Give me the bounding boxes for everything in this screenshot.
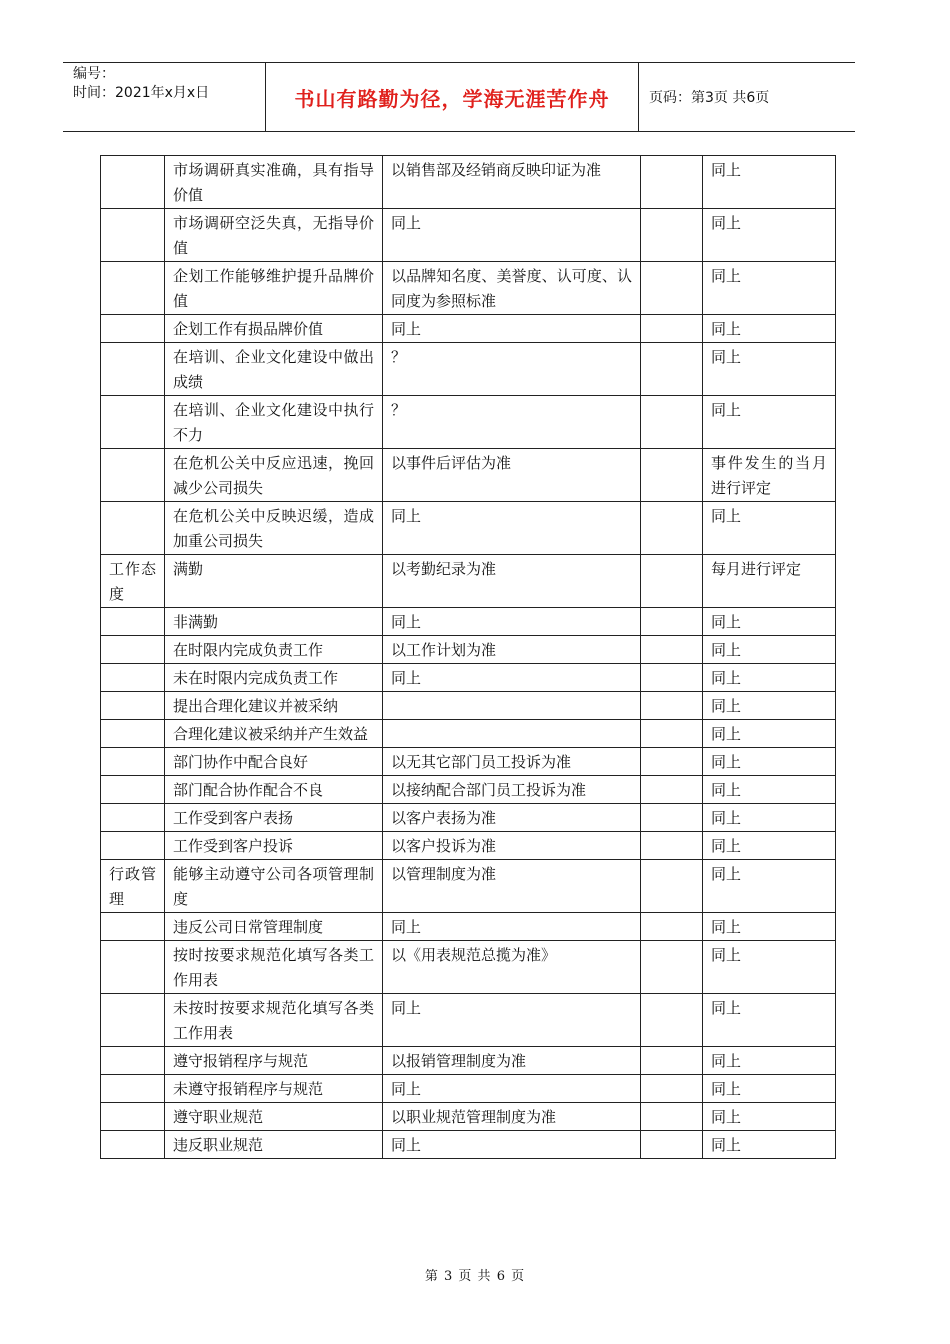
- table-row: [101, 1103, 836, 1131]
- table-row: [101, 262, 836, 315]
- basis-cell: 以考勤纪录为准: [383, 555, 641, 608]
- table-row: [101, 156, 836, 209]
- note-cell: 同上: [703, 608, 836, 636]
- basis-cell: ？: [383, 343, 641, 396]
- note-cell: 同上: [703, 315, 836, 343]
- item-cell: 未在时限内完成负责工作: [165, 664, 383, 692]
- note-cell: 同上: [703, 860, 836, 913]
- basis-cell: 同上: [383, 913, 641, 941]
- note-cell: 每月进行评定: [703, 555, 836, 608]
- score-cell: [641, 1047, 703, 1075]
- note-cell: 同上: [703, 804, 836, 832]
- category-cell: [101, 156, 165, 209]
- item-cell: 在培训、企业文化建设中执行不力: [165, 396, 383, 449]
- item-cell: 在危机公关中反应迅速，挽回减少公司损失: [165, 449, 383, 502]
- assessment-table: [100, 155, 836, 1159]
- table-row: [101, 636, 836, 664]
- basis-cell: 以销售部及经销商反映印证为准: [383, 156, 641, 209]
- item-cell: 市场调研真实准确，具有指导价值: [165, 156, 383, 209]
- category-cell: [101, 1131, 165, 1159]
- category-cell: [101, 262, 165, 315]
- item-cell: 在时限内完成负责工作: [165, 636, 383, 664]
- basis-cell: 同上: [383, 315, 641, 343]
- category-cell: [101, 994, 165, 1047]
- score-cell: [641, 913, 703, 941]
- note-cell: 同上: [703, 776, 836, 804]
- score-cell: [641, 449, 703, 502]
- note-cell: 同上: [703, 913, 836, 941]
- table-row: [101, 1131, 836, 1159]
- document-number: 编号：: [73, 66, 115, 82]
- category-cell: [101, 343, 165, 396]
- basis-cell: 以接纳配合部门员工投诉为准: [383, 776, 641, 804]
- score-cell: [641, 502, 703, 555]
- category-cell: [101, 720, 165, 748]
- category-cell: [101, 664, 165, 692]
- category-cell: [101, 636, 165, 664]
- basis-cell: 同上: [383, 209, 641, 262]
- note-cell: 同上: [703, 1075, 836, 1103]
- basis-cell: 同上: [383, 994, 641, 1047]
- table-row: [101, 1047, 836, 1075]
- category-cell: [101, 502, 165, 555]
- note-cell: 同上: [703, 941, 836, 994]
- category-cell: 工作态度: [101, 555, 165, 608]
- score-cell: [641, 343, 703, 396]
- note-cell: 同上: [703, 343, 836, 396]
- category-cell: [101, 941, 165, 994]
- note-cell: 同上: [703, 1103, 836, 1131]
- category-cell: [101, 396, 165, 449]
- category-cell: [101, 608, 165, 636]
- score-cell: [641, 994, 703, 1047]
- item-cell: 提出合理化建议并被采纳: [165, 692, 383, 720]
- note-cell: 同上: [703, 748, 836, 776]
- category-cell: 行政管理: [101, 860, 165, 913]
- item-cell: 违反公司日常管理制度: [165, 913, 383, 941]
- score-cell: [641, 262, 703, 315]
- note-cell: 同上: [703, 664, 836, 692]
- header-motto: 书山有路勤为径，学海无涯苦作舟: [294, 86, 610, 111]
- table-row: [101, 860, 836, 913]
- header-page-info: 页码：第3页 共6页: [649, 90, 770, 106]
- score-cell: [641, 720, 703, 748]
- basis-cell: 以客户表扬为准: [383, 804, 641, 832]
- basis-cell: 以工作计划为准: [383, 636, 641, 664]
- item-cell: 在危机公关中反映迟缓，造成加重公司损失: [165, 502, 383, 555]
- basis-cell: 同上: [383, 1075, 641, 1103]
- item-cell: 非满勤: [165, 608, 383, 636]
- score-cell: [641, 608, 703, 636]
- document-time: 时间：2021年x月x日: [73, 85, 210, 101]
- score-cell: [641, 692, 703, 720]
- category-cell: [101, 315, 165, 343]
- basis-cell: 以《用表规范总揽为准》: [383, 941, 641, 994]
- basis-cell: 同上: [383, 608, 641, 636]
- basis-cell: [383, 692, 641, 720]
- score-cell: [641, 1075, 703, 1103]
- item-cell: 部门配合协作配合不良: [165, 776, 383, 804]
- item-cell: 违反职业规范: [165, 1131, 383, 1159]
- note-cell: 同上: [703, 156, 836, 209]
- table-row: [101, 396, 836, 449]
- item-cell: 市场调研空泛失真，无指导价值: [165, 209, 383, 262]
- score-cell: [641, 941, 703, 994]
- note-cell: 同上: [703, 262, 836, 315]
- score-cell: [641, 832, 703, 860]
- page-footer: 第 3 页 共 6 页: [424, 1269, 526, 1284]
- note-cell: 事件发生的当月进行评定: [703, 449, 836, 502]
- basis-cell: 同上: [383, 502, 641, 555]
- category-cell: [101, 1103, 165, 1131]
- assessment-table-body: [101, 156, 836, 1159]
- basis-cell: 同上: [383, 664, 641, 692]
- score-cell: [641, 1103, 703, 1131]
- note-cell: 同上: [703, 502, 836, 555]
- header-page-cell: [639, 63, 855, 131]
- note-cell: 同上: [703, 692, 836, 720]
- table-row: [101, 449, 836, 502]
- basis-cell: 以品牌知名度、美誉度、认可度、认同度为参照标准: [383, 262, 641, 315]
- item-cell: 未按时按要求规范化填写各类工作用表: [165, 994, 383, 1047]
- item-cell: 遵守报销程序与规范: [165, 1047, 383, 1075]
- item-cell: 满勤: [165, 555, 383, 608]
- category-cell: [101, 748, 165, 776]
- table-row: [101, 692, 836, 720]
- category-cell: [101, 776, 165, 804]
- basis-cell: [383, 720, 641, 748]
- basis-cell: 以无其它部门员工投诉为准: [383, 748, 641, 776]
- score-cell: [641, 636, 703, 664]
- item-cell: 遵守职业规范: [165, 1103, 383, 1131]
- table-row: [101, 913, 836, 941]
- item-cell: 工作受到客户表扬: [165, 804, 383, 832]
- table-row: [101, 832, 836, 860]
- category-cell: [101, 1075, 165, 1103]
- basis-cell: 以事件后评估为准: [383, 449, 641, 502]
- category-cell: [101, 449, 165, 502]
- item-cell: 按时按要求规范化填写各类工作用表: [165, 941, 383, 994]
- document-header: [63, 62, 855, 132]
- note-cell: 同上: [703, 1131, 836, 1159]
- note-cell: 同上: [703, 396, 836, 449]
- item-cell: 企划工作有损品牌价值: [165, 315, 383, 343]
- item-cell: 在培训、企业文化建设中做出成绩: [165, 343, 383, 396]
- table-row: [101, 343, 836, 396]
- basis-cell: 以职业规范管理制度为准: [383, 1103, 641, 1131]
- table-row: [101, 776, 836, 804]
- note-cell: 同上: [703, 1047, 836, 1075]
- table-row: [101, 720, 836, 748]
- basis-cell: ？: [383, 396, 641, 449]
- score-cell: [641, 156, 703, 209]
- header-meta: [63, 63, 266, 131]
- category-cell: [101, 692, 165, 720]
- category-cell: [101, 804, 165, 832]
- table-row: [101, 608, 836, 636]
- table-row: [101, 555, 836, 608]
- category-cell: [101, 832, 165, 860]
- table-row: [101, 1075, 836, 1103]
- score-cell: [641, 804, 703, 832]
- table-row: [101, 748, 836, 776]
- basis-cell: 以管理制度为准: [383, 860, 641, 913]
- score-cell: [641, 776, 703, 804]
- item-cell: 合理化建议被采纳并产生效益: [165, 720, 383, 748]
- header-motto-cell: [266, 63, 639, 131]
- basis-cell: 以客户投诉为准: [383, 832, 641, 860]
- item-cell: 未遵守报销程序与规范: [165, 1075, 383, 1103]
- item-cell: 部门协作中配合良好: [165, 748, 383, 776]
- table-row: [101, 941, 836, 994]
- score-cell: [641, 664, 703, 692]
- note-cell: 同上: [703, 994, 836, 1047]
- score-cell: [641, 209, 703, 262]
- table-row: [101, 664, 836, 692]
- table-row: [101, 502, 836, 555]
- note-cell: 同上: [703, 209, 836, 262]
- category-cell: [101, 209, 165, 262]
- note-cell: 同上: [703, 720, 836, 748]
- table-row: [101, 315, 836, 343]
- score-cell: [641, 555, 703, 608]
- score-cell: [641, 748, 703, 776]
- category-cell: [101, 913, 165, 941]
- note-cell: 同上: [703, 832, 836, 860]
- category-cell: [101, 1047, 165, 1075]
- score-cell: [641, 860, 703, 913]
- table-row: [101, 804, 836, 832]
- item-cell: 企划工作能够维护提升品牌价值: [165, 262, 383, 315]
- item-cell: 工作受到客户投诉: [165, 832, 383, 860]
- score-cell: [641, 1131, 703, 1159]
- basis-cell: 以报销管理制度为准: [383, 1047, 641, 1075]
- table-row: [101, 209, 836, 262]
- item-cell: 能够主动遵守公司各项管理制度: [165, 860, 383, 913]
- basis-cell: 同上: [383, 1131, 641, 1159]
- note-cell: 同上: [703, 636, 836, 664]
- table-row: [101, 994, 836, 1047]
- score-cell: [641, 315, 703, 343]
- score-cell: [641, 396, 703, 449]
